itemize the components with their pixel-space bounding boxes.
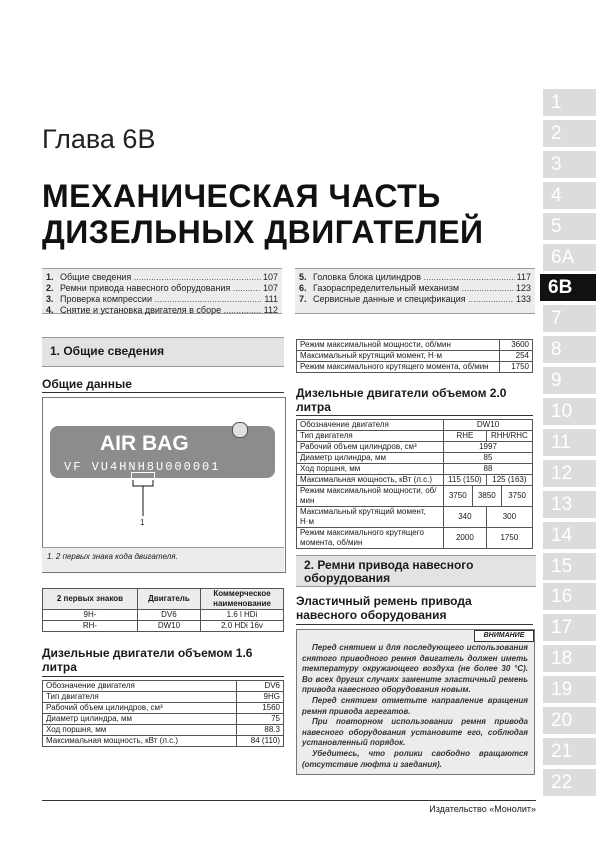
elastic-belt-heading: Эластичный ремень привода навесного оборудования xyxy=(296,594,472,622)
table-cell: 85 xyxy=(444,453,533,464)
toc-left xyxy=(46,272,278,316)
table-header: 2 первых знаков xyxy=(43,589,138,610)
table-cell: 9H- xyxy=(43,610,138,621)
engine-2-0-table xyxy=(296,419,533,549)
toc-right xyxy=(299,272,531,305)
table-cell: Тип двигателя xyxy=(297,431,444,442)
table-cell: 1560 xyxy=(237,703,284,714)
callout-leader-icon xyxy=(128,478,158,518)
table-row xyxy=(297,340,533,351)
table-row xyxy=(43,725,284,736)
table-row xyxy=(297,486,533,507)
table-cell: 3850 xyxy=(472,486,502,507)
toc-item[interactable]: 3. Проверка компрессии ..... 111 xyxy=(46,294,278,305)
table-row xyxy=(297,431,533,442)
chapter-tab-13[interactable]: 13 xyxy=(543,491,596,518)
chapter-tab-6a[interactable]: 6A xyxy=(543,244,596,271)
table-cell: 254 xyxy=(500,351,533,362)
table-row xyxy=(43,692,284,703)
table-row xyxy=(297,464,533,475)
table-header-row xyxy=(43,589,284,610)
airbag-label: AIR BAG xyxy=(100,432,189,455)
table-cell: Режим максимального крутящего момента, об/мин xyxy=(297,528,444,549)
table-cell: Максимальная мощность, кВт (л.с.) xyxy=(297,475,444,486)
table-cell: 1997 xyxy=(444,442,533,453)
chapter-tab-15[interactable]: 15 xyxy=(543,553,596,580)
note-paragraph: Убедитесь, что ролики свободно вращаются (отсутствие люфта и заедания). xyxy=(302,748,528,769)
table-cell: 88 xyxy=(444,464,533,475)
toc-item[interactable]: 7. Сервисные данные и спецификация ..... 133 xyxy=(299,294,531,305)
chapter-tab-2[interactable]: 2 xyxy=(543,120,596,147)
chapter-tab-21[interactable]: 21 xyxy=(543,738,596,765)
table-cell: 115 (150) xyxy=(444,475,487,486)
note-paragraph: При повторном использовании ремня привода навесного оборудования установите его, соблюдая установленный порядок. xyxy=(302,717,528,748)
table-cell: 1750 xyxy=(500,362,533,373)
engine-2-0-heading: Дизельные двигатели объемом 2.0 литра xyxy=(296,386,507,414)
chapter-tab-19[interactable]: 19 xyxy=(543,676,596,703)
chapter-tab-6b[interactable]: 6B xyxy=(540,274,596,301)
chapter-tab-12[interactable]: 12 xyxy=(543,460,596,487)
engine-1-6-table xyxy=(42,680,284,747)
table-cell: 300 xyxy=(486,507,532,528)
chapter-tab-16[interactable]: 16 xyxy=(543,583,596,610)
table-cell: Ход поршня, мм xyxy=(43,725,237,736)
table-cell: 3750 xyxy=(444,486,473,507)
table-row xyxy=(297,475,533,486)
note-paragraph: Перед снятием и для последующего использования снятого приводного ремня двигатель должен иметь температуру окружающего воздуха (не более 30 °С). Во всех других случаях замените эластичный ремень привода навесного оборудования новым. xyxy=(302,643,528,695)
chapter-tab-20[interactable]: 20 xyxy=(543,707,596,734)
chapter-tab-4[interactable]: 4 xyxy=(543,182,596,209)
table-cell: RHH/RHC xyxy=(486,431,532,442)
table-row xyxy=(43,736,284,747)
figure-caption: 1. 2 первых знака кода двигателя. xyxy=(47,552,178,561)
table-cell: 84 (110) xyxy=(237,736,284,747)
table-cell: 3600 xyxy=(500,340,533,351)
table-row xyxy=(297,442,533,453)
table-cell: Обозначение двигателя xyxy=(297,420,444,431)
page-title-line-1: МЕХАНИЧЕСКАЯ ЧАСТЬ xyxy=(42,178,441,214)
table-row xyxy=(43,714,284,725)
page-title-line-2: ДИЗЕЛЬНЫХ ДВИГАТЕЛЕЙ xyxy=(42,214,484,250)
table-cell: Рабочий объем цилиндров, см³ xyxy=(43,703,237,714)
table-cell: 3750 xyxy=(502,486,533,507)
table-row xyxy=(297,351,533,362)
callout-number: 1 xyxy=(140,518,145,527)
chapter-tab-22[interactable]: 22 xyxy=(543,769,596,796)
engine-1-6-heading: Дизельные двигатели объемом 1.6 литра xyxy=(42,646,253,674)
table-cell: Режим максимальной мощности, об/мин xyxy=(297,486,444,507)
table-row xyxy=(43,610,284,621)
chapter-tab-3[interactable]: 3 xyxy=(543,151,596,178)
manufacturer-logo-icon xyxy=(232,422,248,438)
toc-item[interactable]: 6. Газораспределительный механизм ..... 123 xyxy=(299,283,531,294)
chapter-tab-5[interactable]: 5 xyxy=(543,213,596,240)
section-2-title: 2. Ремни привода навесного оборудования xyxy=(304,558,474,585)
chapter-tab-8[interactable]: 8 xyxy=(543,336,596,363)
table-cell: 75 xyxy=(237,714,284,725)
table-header: Коммерческое наименование xyxy=(201,589,284,610)
footer-rule xyxy=(42,800,536,801)
table-cell: Максимальная мощность, кВт (л.с.) xyxy=(43,736,237,747)
table-cell: Режим максимального крутящего момента, об/мин xyxy=(297,362,500,373)
divider xyxy=(42,392,284,393)
warning-note-text xyxy=(302,643,528,770)
chapter-tab-10[interactable]: 10 xyxy=(543,398,596,425)
table-cell: 9HG xyxy=(237,692,284,703)
table-row xyxy=(297,528,533,549)
divider xyxy=(42,676,284,677)
note-paragraph: Перед снятием отметьте направление вращения ремня привода агрегатов. xyxy=(302,695,528,716)
divider xyxy=(296,624,533,625)
publisher-label: Издательство «Монолит» xyxy=(429,804,536,814)
table-cell: RH- xyxy=(43,621,138,632)
table-cell: 2.0 HDi 16v xyxy=(201,621,284,632)
table-cell: 88.3 xyxy=(237,725,284,736)
engine-code-table xyxy=(42,588,284,632)
table-row xyxy=(43,681,284,692)
table-cell: DV6 xyxy=(137,610,200,621)
chapter-tab-14[interactable]: 14 xyxy=(543,522,596,549)
chapter-tab-1[interactable]: 1 xyxy=(543,89,596,116)
toc-item[interactable]: 1. Общие сведения ..... 107 xyxy=(46,272,278,283)
table-cell: Диаметр цилиндра, мм xyxy=(297,453,444,464)
table-cell: Рабочий объем цилиндров, см³ xyxy=(297,442,444,453)
chapter-tab-9[interactable]: 9 xyxy=(543,367,596,394)
chapter-tab-17[interactable]: 17 xyxy=(543,614,596,641)
table-cell: Тип двигателя xyxy=(43,692,237,703)
toc-item[interactable]: 2. Ремни привода навесного оборудования ..... 107 xyxy=(46,283,278,294)
table-cell: Обозначение двигателя xyxy=(43,681,237,692)
table-cell: 1.6 l HDi xyxy=(201,610,284,621)
chapter-tab-11[interactable]: 11 xyxy=(543,429,596,456)
table-cell: Максимальный крутящий момент, Н·м xyxy=(297,351,500,362)
table-row xyxy=(297,420,533,431)
table-cell: 340 xyxy=(444,507,487,528)
table-cell: DV6 xyxy=(237,681,284,692)
table-row xyxy=(297,453,533,464)
warning-badge: ВНИМАНИЕ xyxy=(474,630,534,642)
chapter-tab-7[interactable]: 7 xyxy=(543,305,596,332)
table-cell: 125 (163) xyxy=(486,475,532,486)
table-cell: 1750 xyxy=(486,528,532,549)
table-row xyxy=(297,362,533,373)
table-row xyxy=(43,621,284,632)
table-cell: 2000 xyxy=(444,528,487,549)
table-cell: Ход поршня, мм xyxy=(297,464,444,475)
table-cell: Режим максимальной мощности, об/мин xyxy=(297,340,500,351)
table-header: Двигатель xyxy=(137,589,200,610)
chapter-tab-18[interactable]: 18 xyxy=(543,645,596,672)
table-cell: RHE xyxy=(444,431,487,442)
divider xyxy=(296,415,533,416)
table-cell: DW10 xyxy=(444,420,533,431)
table-row xyxy=(43,703,284,714)
table-cell: Максимальный крутящий момент, Н·м xyxy=(297,507,444,528)
chapter-label: Глава 6В xyxy=(42,124,156,154)
toc-item[interactable]: 4. Снятие и установка двигателя в сборе ..... 112 xyxy=(46,305,278,316)
toc-item[interactable]: 5. Головка блока цилиндров ..... 117 xyxy=(299,272,531,283)
section-1-title: 1. Общие сведения xyxy=(50,344,165,358)
table-cell: DW10 xyxy=(137,621,200,632)
table-row xyxy=(297,507,533,528)
general-data-heading: Общие данные xyxy=(42,377,132,391)
engine-1-6-table-continued xyxy=(296,339,533,373)
vin-code: VF VU4HNH8U000001 xyxy=(64,460,221,474)
table-cell: Диаметр цилиндра, мм xyxy=(43,714,237,725)
